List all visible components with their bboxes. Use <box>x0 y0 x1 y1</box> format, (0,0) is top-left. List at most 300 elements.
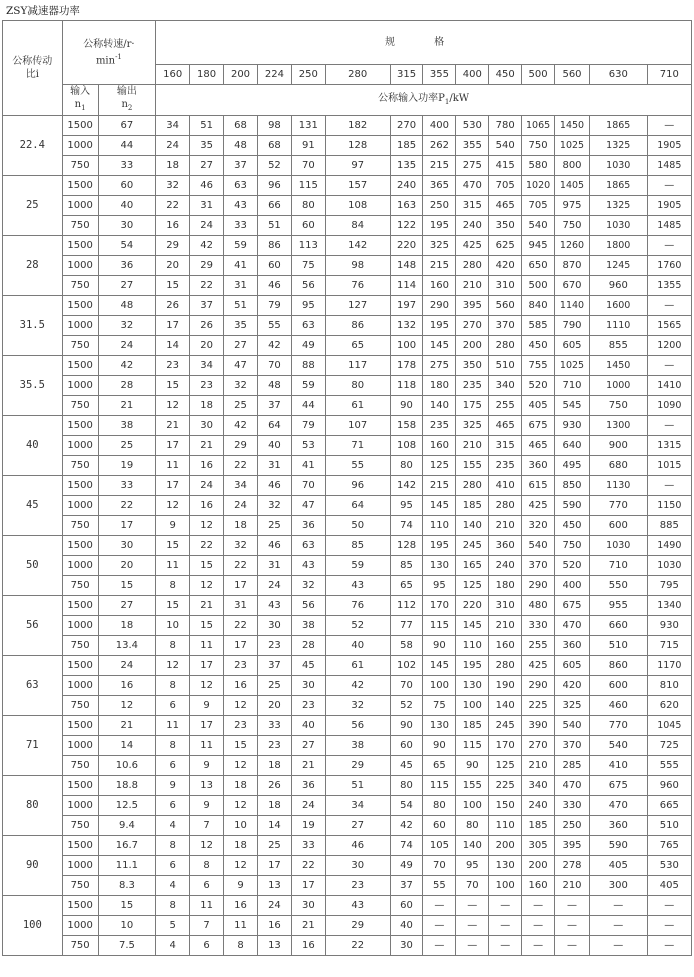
power-cell: 80 <box>456 816 489 836</box>
input-speed-cell: 1000 <box>62 796 98 816</box>
power-cell: 620 <box>647 696 691 716</box>
power-cell: 330 <box>522 616 555 636</box>
power-cell: 1065 <box>522 116 555 136</box>
power-cell: 17 <box>224 576 258 596</box>
power-cell: 34 <box>190 356 224 376</box>
power-cell: 11 <box>190 736 224 756</box>
power-cell: 450 <box>522 336 555 356</box>
power-cell: — <box>647 936 691 956</box>
power-cell: 29 <box>325 916 390 936</box>
table-row <box>3 156 692 176</box>
power-cell: 37 <box>390 876 423 896</box>
power-cell: 590 <box>555 496 590 516</box>
power-cell: 22 <box>291 856 325 876</box>
power-cell: 43 <box>325 896 390 916</box>
power-cell: 11 <box>190 896 224 916</box>
power-cell: 108 <box>390 436 423 456</box>
power-cell: 770 <box>589 716 647 736</box>
power-cell: 30 <box>390 936 423 956</box>
power-cell: — <box>555 936 590 956</box>
ratio-header <box>3 21 63 116</box>
power-cell: 43 <box>257 596 291 616</box>
power-cell: 370 <box>522 556 555 576</box>
table-row <box>3 896 692 916</box>
power-cell: — <box>647 296 691 316</box>
power-cell: 420 <box>555 676 590 696</box>
power-cell: 61 <box>325 656 390 676</box>
input-speed-cell: 750 <box>62 816 98 836</box>
power-cell: 75 <box>291 256 325 276</box>
power-cell: 235 <box>423 416 456 436</box>
table-row <box>3 436 692 456</box>
table-row <box>3 616 692 636</box>
power-cell: 765 <box>647 836 691 856</box>
power-cell: 114 <box>390 276 423 296</box>
power-cell: 710 <box>555 376 590 396</box>
power-cell: 24 <box>224 496 258 516</box>
power-cell: 465 <box>489 416 522 436</box>
power-cell: 27 <box>224 336 258 356</box>
power-cell: 127 <box>325 296 390 316</box>
power-cell: 660 <box>589 616 647 636</box>
power-cell: 31 <box>257 556 291 576</box>
power-cell: 8 <box>156 736 190 756</box>
power-cell: — <box>589 936 647 956</box>
power-cell: 510 <box>589 636 647 656</box>
power-cell: 29 <box>156 236 190 256</box>
power-cell: 870 <box>555 256 590 276</box>
power-cell: 12 <box>190 836 224 856</box>
power-cell: 325 <box>456 416 489 436</box>
power-cell: 8 <box>190 856 224 876</box>
power-cell: 360 <box>522 456 555 476</box>
power-cell: 112 <box>390 596 423 616</box>
power-cell: 90 <box>390 716 423 736</box>
ratio-cell: 80 <box>3 776 63 836</box>
input-speed-cell: 750 <box>62 876 98 896</box>
power-cell: 160 <box>522 876 555 896</box>
power-cell: 21 <box>291 916 325 936</box>
power-cell: 95 <box>456 856 489 876</box>
power-cell: 125 <box>456 576 489 596</box>
power-cell: — <box>589 896 647 916</box>
power-cell: 21 <box>291 756 325 776</box>
power-cell: 790 <box>555 316 590 336</box>
power-cell: 540 <box>589 736 647 756</box>
power-cell: 355 <box>456 136 489 156</box>
output-speed-cell: 54 <box>98 236 156 256</box>
power-cell: 240 <box>522 796 555 816</box>
power-cell: 6 <box>190 936 224 956</box>
input-speed-cell: 1000 <box>62 556 98 576</box>
power-cell: 7 <box>190 816 224 836</box>
power-cell: 270 <box>456 316 489 336</box>
output-speed-cell: 21 <box>98 716 156 736</box>
power-cell: 52 <box>390 696 423 716</box>
power-cell: 350 <box>489 216 522 236</box>
power-cell: 185 <box>456 716 489 736</box>
table-row <box>3 216 692 236</box>
size-header-cell: 160 <box>156 65 190 85</box>
power-cell: 45 <box>291 656 325 676</box>
power-cell: 280 <box>489 496 522 516</box>
size-header-cell: 630 <box>589 65 647 85</box>
power-cell: 130 <box>423 716 456 736</box>
power-cell: 9 <box>224 876 258 896</box>
power-cell: 810 <box>647 676 691 696</box>
power-cell: 100 <box>390 336 423 356</box>
power-cell: 90 <box>423 636 456 656</box>
power-cell: 290 <box>522 576 555 596</box>
power-cell: 340 <box>522 776 555 796</box>
power-cell: 18 <box>224 836 258 856</box>
power-cell: 32 <box>224 376 258 396</box>
power-cell: 310 <box>489 276 522 296</box>
power-cell: 22 <box>325 936 390 956</box>
power-cell: 100 <box>456 696 489 716</box>
power-cell: 80 <box>291 196 325 216</box>
power-cell: 20 <box>257 696 291 716</box>
input-speed-cell: 1500 <box>62 656 98 676</box>
table-row <box>3 656 692 676</box>
power-cell: 1490 <box>647 536 691 556</box>
power-cell: 195 <box>456 656 489 676</box>
table-row <box>3 836 692 856</box>
power-cell: 1170 <box>647 656 691 676</box>
power-cell: 1340 <box>647 596 691 616</box>
power-cell: 10 <box>224 816 258 836</box>
power-cell: 470 <box>555 616 590 636</box>
power-cell: 42 <box>325 676 390 696</box>
input-speed-cell: 1000 <box>62 616 98 636</box>
output-speed-header: 输出 $n_2$ <box>98 85 156 116</box>
power-cell: 100 <box>456 796 489 816</box>
power-cell: 1865 <box>589 116 647 136</box>
ratio-cell: 40 <box>3 416 63 476</box>
power-cell: 9 <box>156 776 190 796</box>
power-cell: 930 <box>647 616 691 636</box>
power-cell: 49 <box>390 856 423 876</box>
power-cell: 370 <box>555 736 590 756</box>
power-cell: 16 <box>190 456 224 476</box>
ratio-cell: 100 <box>3 896 63 956</box>
power-cell: 960 <box>589 276 647 296</box>
power-cell: 360 <box>589 816 647 836</box>
output-speed-cell: 9.4 <box>98 816 156 836</box>
power-cell: 40 <box>325 636 390 656</box>
power-cell: 115 <box>423 776 456 796</box>
power-cell: 60 <box>257 256 291 276</box>
power-cell: 29 <box>325 756 390 776</box>
power-cell: 1905 <box>647 136 691 156</box>
power-cell: 45 <box>390 756 423 776</box>
power-cell: 425 <box>522 496 555 516</box>
power-cell: 140 <box>489 696 522 716</box>
input-speed-cell: 1500 <box>62 896 98 916</box>
power-cell: 1090 <box>647 396 691 416</box>
power-cell: 750 <box>589 396 647 416</box>
power-cell: 33 <box>257 716 291 736</box>
power-cell: 26 <box>156 296 190 316</box>
power-cell: 12 <box>190 516 224 536</box>
power-cell: 520 <box>522 376 555 396</box>
power-cell: 25 <box>257 836 291 856</box>
power-cell: 27 <box>190 156 224 176</box>
speed-header <box>62 21 156 85</box>
power-cell: 560 <box>489 296 522 316</box>
power-cell: 16 <box>224 676 258 696</box>
table-row <box>3 256 692 276</box>
power-cell: 51 <box>325 776 390 796</box>
power-cell: 37 <box>224 156 258 176</box>
power-cell: 113 <box>291 236 325 256</box>
power-cell: 1045 <box>647 716 691 736</box>
power-cell: 11 <box>224 916 258 936</box>
table-row <box>3 796 692 816</box>
power-cell: 115 <box>423 616 456 636</box>
power-cell: 46 <box>257 276 291 296</box>
power-cell: 540 <box>489 136 522 156</box>
power-cell: 115 <box>291 176 325 196</box>
power-cell: 545 <box>555 396 590 416</box>
power-cell: 51 <box>190 116 224 136</box>
power-cell: 25 <box>224 396 258 416</box>
power-cell: 37 <box>257 396 291 416</box>
size-header-cell: 250 <box>291 65 325 85</box>
power-cell: 41 <box>291 456 325 476</box>
power-cell: 26 <box>257 776 291 796</box>
power-cell: — <box>647 916 691 936</box>
power-cell: 180 <box>489 576 522 596</box>
power-cell: — <box>489 916 522 936</box>
output-speed-cell: 24 <box>98 656 156 676</box>
power-cell: 28 <box>291 636 325 656</box>
power-cell: 59 <box>325 556 390 576</box>
power-cell: 530 <box>647 856 691 876</box>
power-cell: 170 <box>423 596 456 616</box>
table-row <box>3 116 692 136</box>
power-cell: 70 <box>456 876 489 896</box>
output-speed-cell: 18.8 <box>98 776 156 796</box>
power-cell: 540 <box>522 216 555 236</box>
table-row <box>3 576 692 596</box>
power-cell: 185 <box>522 816 555 836</box>
power-cell: 8 <box>156 836 190 856</box>
power-cell: 30 <box>190 416 224 436</box>
power-cell: 79 <box>257 296 291 316</box>
power-cell: — <box>423 896 456 916</box>
power-cell: 145 <box>423 656 456 676</box>
power-cell: 76 <box>325 276 390 296</box>
power-cell: — <box>647 356 691 376</box>
input-speed-cell: 750 <box>62 936 98 956</box>
output-speed-cell: 25 <box>98 436 156 456</box>
power-cell: 360 <box>555 636 590 656</box>
power-cell: 170 <box>489 736 522 756</box>
power-cell: 15 <box>156 276 190 296</box>
power-cell: 200 <box>489 836 522 856</box>
power-cell: 52 <box>257 156 291 176</box>
power-cell: 25 <box>257 676 291 696</box>
power-cell: 15 <box>190 616 224 636</box>
power-cell: 32 <box>156 176 190 196</box>
power-cell: — <box>423 936 456 956</box>
power-cell: 955 <box>589 596 647 616</box>
power-cell: 665 <box>647 796 691 816</box>
speed-header-line2: $\min^{-1}$ <box>95 52 122 67</box>
power-cell: 80 <box>390 776 423 796</box>
power-cell: 15 <box>156 376 190 396</box>
power-cell: 107 <box>325 416 390 436</box>
power-cell: 27 <box>291 736 325 756</box>
power-cell: 56 <box>325 716 390 736</box>
power-cell: 12 <box>156 396 190 416</box>
table-row <box>3 496 692 516</box>
power-cell: 145 <box>456 616 489 636</box>
power-cell: 22 <box>156 196 190 216</box>
power-cell: 530 <box>456 116 489 136</box>
power-cell: 24 <box>190 216 224 236</box>
power-cell: 80 <box>423 796 456 816</box>
output-speed-cell: 16.7 <box>98 836 156 856</box>
power-cell: 6 <box>156 856 190 876</box>
power-cell: 16 <box>190 496 224 516</box>
power-cell: 182 <box>325 116 390 136</box>
power-cell: 6 <box>156 696 190 716</box>
power-cell: 34 <box>224 476 258 496</box>
power-cell: — <box>647 896 691 916</box>
power-cell: 9 <box>190 756 224 776</box>
power-cell: 47 <box>224 356 258 376</box>
power-cell: 200 <box>456 336 489 356</box>
output-speed-cell: 8.3 <box>98 876 156 896</box>
power-cell: 145 <box>423 496 456 516</box>
output-speed-cell: 17 <box>98 516 156 536</box>
power-cell: 60 <box>291 216 325 236</box>
power-cell: 160 <box>423 276 456 296</box>
power-cell: 1030 <box>589 216 647 236</box>
table-row <box>3 316 692 336</box>
power-cell: 110 <box>489 816 522 836</box>
power-cell: 750 <box>555 216 590 236</box>
power-cell: 95 <box>291 296 325 316</box>
power-cell: 32 <box>257 496 291 516</box>
table-row <box>3 856 692 876</box>
power-header: 公称输入功率$P_1/kW$ <box>156 85 692 116</box>
power-cell: 31 <box>224 596 258 616</box>
power-cell: 53 <box>291 436 325 456</box>
power-cell: 70 <box>257 356 291 376</box>
power-cell: 930 <box>555 416 590 436</box>
power-cell: 8 <box>156 676 190 696</box>
power-cell: 59 <box>224 236 258 256</box>
ratio-cell: 90 <box>3 836 63 896</box>
power-cell: 705 <box>489 176 522 196</box>
power-cell: 8 <box>156 636 190 656</box>
power-cell: 12 <box>224 696 258 716</box>
power-cell: 290 <box>423 296 456 316</box>
power-cell: 680 <box>589 456 647 476</box>
power-cell: 11 <box>156 556 190 576</box>
power-cell: 43 <box>325 576 390 596</box>
power-cell: 4 <box>156 816 190 836</box>
power-cell: 330 <box>555 796 590 816</box>
input-speed-cell: 1500 <box>62 356 98 376</box>
power-cell: 325 <box>555 696 590 716</box>
size-header-cell: 355 <box>423 65 456 85</box>
ratio-cell: 28 <box>3 236 63 296</box>
input-speed-cell: 750 <box>62 276 98 296</box>
power-cell: 8 <box>156 576 190 596</box>
power-cell: 480 <box>522 596 555 616</box>
power-cell: 280 <box>456 256 489 276</box>
power-cell: 10 <box>156 616 190 636</box>
power-cell: 14 <box>156 336 190 356</box>
power-cell: 605 <box>555 656 590 676</box>
input-speed-cell: 750 <box>62 636 98 656</box>
size-header-cell: 710 <box>647 65 691 85</box>
input-speed-cell: 750 <box>62 336 98 356</box>
power-cell: 675 <box>589 776 647 796</box>
power-cell: 80 <box>325 376 390 396</box>
power-cell: 40 <box>257 436 291 456</box>
power-cell: 1015 <box>647 456 691 476</box>
power-cell: 975 <box>555 196 590 216</box>
table-row <box>3 816 692 836</box>
power-cell: 70 <box>291 156 325 176</box>
power-cell: 185 <box>456 496 489 516</box>
power-cell: 550 <box>589 576 647 596</box>
power-cell: 195 <box>423 216 456 236</box>
power-cell: 1905 <box>647 196 691 216</box>
input-speed-cell: 1500 <box>62 176 98 196</box>
power-cell: 460 <box>589 696 647 716</box>
power-cell: 770 <box>589 496 647 516</box>
output-speed-cell: 11.1 <box>98 856 156 876</box>
input-speed-cell: 1500 <box>62 416 98 436</box>
power-cell: 275 <box>456 156 489 176</box>
power-cell: 70 <box>423 856 456 876</box>
table-row <box>3 676 692 696</box>
power-cell: 48 <box>224 136 258 156</box>
input-speed-cell: 1000 <box>62 256 98 276</box>
power-cell: 425 <box>522 656 555 676</box>
power-cell: 140 <box>456 836 489 856</box>
size-header-cell: 315 <box>390 65 423 85</box>
power-cell: 220 <box>390 236 423 256</box>
power-cell: 23 <box>224 716 258 736</box>
power-cell: 22 <box>190 536 224 556</box>
power-cell: 410 <box>589 756 647 776</box>
power-cell: 88 <box>291 356 325 376</box>
power-cell: 51 <box>257 216 291 236</box>
power-cell: 24 <box>257 896 291 916</box>
power-cell: 40 <box>390 916 423 936</box>
power-cell: 495 <box>555 456 590 476</box>
power-cell: 470 <box>555 776 590 796</box>
power-cell: 11 <box>190 636 224 656</box>
power-cell: 4 <box>156 936 190 956</box>
power-cell: 31 <box>190 196 224 216</box>
power-cell: 21 <box>190 436 224 456</box>
power-cell: 510 <box>647 816 691 836</box>
power-cell: — <box>456 936 489 956</box>
power-cell: 14 <box>257 816 291 836</box>
power-cell: 290 <box>522 676 555 696</box>
power-cell: 95 <box>390 496 423 516</box>
power-cell: 450 <box>555 516 590 536</box>
power-cell: 118 <box>390 376 423 396</box>
